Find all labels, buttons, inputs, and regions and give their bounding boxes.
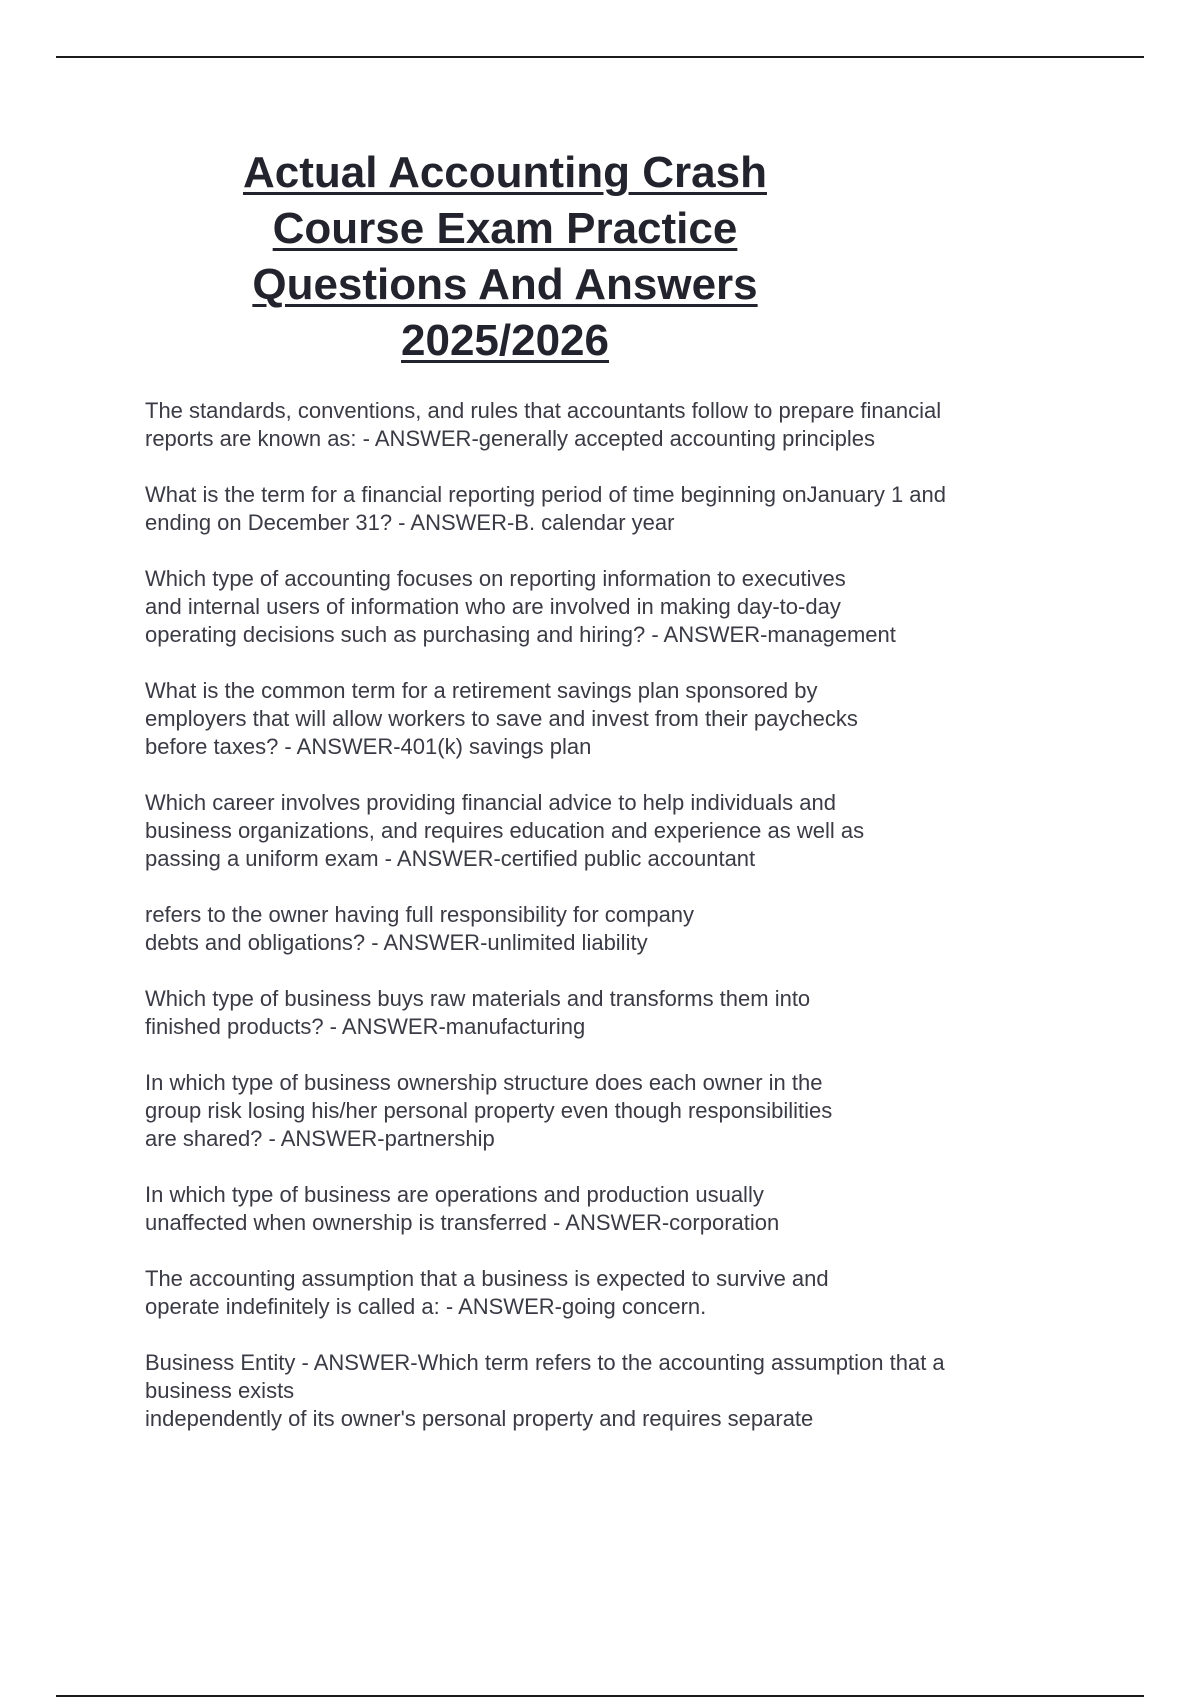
- qa-text-line: passing a uniform exam - ANSWER-certified public accountant: [145, 846, 756, 871]
- qa-text-line: unaffected when ownership is transferred - ANSWER-corporation: [145, 1210, 780, 1235]
- qa-text-line: Which career involves providing financial advice to help individuals and: [145, 790, 836, 815]
- qa-item: [145, 1349, 1065, 1433]
- qa-item: [145, 481, 1065, 537]
- qa-text-line: Which type of business buys raw materials and transforms them into: [145, 986, 811, 1011]
- qa-text-line: operating decisions such as purchasing and hiring? - ANSWER-management: [145, 622, 896, 647]
- qa-list: [145, 397, 1065, 1461]
- title-line: Questions And Answers: [252, 260, 758, 309]
- qa-text-line: are shared? - ANSWER-partnership: [145, 1126, 495, 1151]
- qa-item: [145, 397, 1065, 453]
- qa-item: [145, 1265, 1065, 1321]
- qa-item: [145, 1069, 1065, 1153]
- top-rule: [56, 56, 1144, 58]
- qa-text-line: debts and obligations? - ANSWER-unlimited liability: [145, 930, 648, 955]
- qa-text-line: employers that will allow workers to save and invest from their paychecks: [145, 706, 858, 731]
- qa-item: [145, 985, 1065, 1041]
- qa-text-line: independently of its owner's personal property and requires separate: [145, 1406, 814, 1431]
- qa-text-line: group risk losing his/her personal property even though responsibilities: [145, 1098, 833, 1123]
- qa-item: [145, 1181, 1065, 1237]
- qa-text-line: operate indefinitely is called a: - ANSWER-going concern.: [145, 1294, 707, 1319]
- qa-text-line: The standards, conventions, and rules that accountants follow to prepare financial: [145, 398, 942, 423]
- qa-text-line: The accounting assumption that a business is expected to survive and: [145, 1266, 829, 1291]
- title-line: 2025/2026: [401, 316, 609, 365]
- qa-text-line: ending on December 31? - ANSWER-B. calendar year: [145, 510, 675, 535]
- qa-text-line: reports are known as: - ANSWER-generally accepted accounting principles: [145, 426, 876, 451]
- qa-item: [145, 565, 1065, 649]
- document-title: [200, 145, 810, 369]
- qa-text-line: business organizations, and requires education and experience as well as: [145, 818, 865, 843]
- qa-text-line: In which type of business ownership structure does each owner in the: [145, 1070, 823, 1095]
- qa-item: [145, 901, 1065, 957]
- qa-text-line: Which type of accounting focuses on reporting information to executives: [145, 566, 846, 591]
- qa-item: [145, 677, 1065, 761]
- qa-text-line: before taxes? - ANSWER-401(k) savings plan: [145, 734, 592, 759]
- qa-item: [145, 789, 1065, 873]
- qa-text-line: refers to the owner having full responsibility for company: [145, 902, 695, 927]
- qa-text-line: finished products? - ANSWER-manufacturing: [145, 1014, 586, 1039]
- qa-text-line: Business Entity - ANSWER-Which term refers to the accounting assumption that a: [145, 1350, 945, 1375]
- qa-text-line: What is the common term for a retirement savings plan sponsored by: [145, 678, 818, 703]
- qa-text-line: What is the term for a financial reporting period of time beginning onJanuary 1 and: [145, 482, 947, 507]
- qa-text-line: and internal users of information who are involved in making day-to-day: [145, 594, 841, 619]
- title-line: Actual Accounting Crash: [243, 148, 767, 197]
- qa-text-line: business exists: [145, 1378, 295, 1403]
- bottom-rule: [56, 1695, 1144, 1697]
- qa-text-line: In which type of business are operations and production usually: [145, 1182, 764, 1207]
- title-line: Course Exam Practice: [272, 204, 738, 253]
